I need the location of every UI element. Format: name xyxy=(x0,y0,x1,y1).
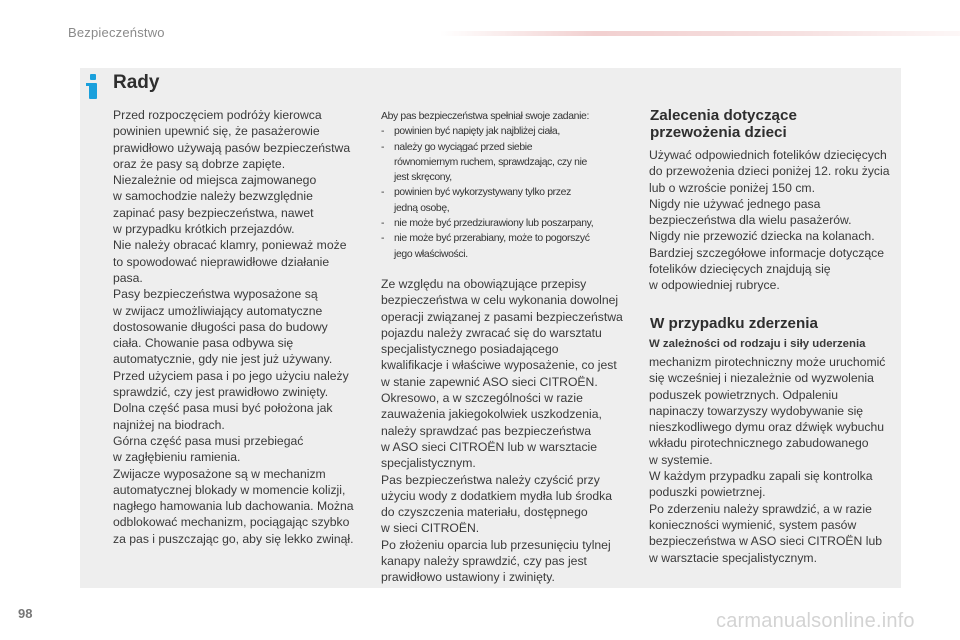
page-number: 98 xyxy=(18,606,33,621)
header-divider xyxy=(440,31,960,36)
column-2-text: Ze względu na obowiązujące przepisy bezpieczeństwa w celu wykonania dowolnej operacji związanej z pasami bezpieczeństwa pojazdu należy zwracać się do warsztatu specjalistycznego posiadającego kwalifikacje i właściwe wyposażenie, co jest w stanie zapewnić ASO sieci CITROËN. Okresowo, a w szczególności w razie zauważenia jakiegokolwiek uszkodzenia, należy sprawdzać pas bezpieczeństwa w ASO sieci CITROËN lub w warsztacie specjalistycznym. Pas bezpieczeństwa należy czyścić przy użyciu wody z dodatkiem mydła lub środka do czyszczenia materiału, dostępnego w sieci CITROËN. Po złożeniu oparcia lub przesunięciu tylnej kanapy należy sprawdzić, czy pas jest prawidłowo ustawiony i zwinięty. xyxy=(381,277,623,585)
collision-heading: W przypadku zderzenia xyxy=(650,315,818,332)
collision-text: mechanizm pirotechniczny może uruchomić się wcześniej i niezależnie od wyzwolenia poduszek powietrznych. Odpaleniu napinaczy towarzyszy wydobywanie się nieszkodliwego dymu oraz dźwięk wybuchu wkładu pirotechnicznego zabudowanego w systemie. W każdym przypadku zapali się kontrolka poduszki powietrznej. Po zderzeniu należy sprawdzić, a w razie konieczności wymienić, system pasów bezpieczeństwa w ASO sieci CITROËN lub w warsztacie specjalistycznym. xyxy=(649,355,886,565)
list-item: - powinien być napięty jak najbliżej ciała, xyxy=(381,126,560,138)
list-intro: Aby pas bezpieczeństwa spełniał swoje zadanie: xyxy=(381,111,590,122)
child-transport-text: Używać odpowiednich fotelików dziecięcych do przewożenia dzieci poniżej 12. roku życia lub o wzroście poniżej 150 cm. Nigdy nie używać jednego pasa bezpieczeństwa dla wielu pasażerów. Nigdy nie przewozić dziecka na kolanach. Bardziej szczegółowe informacje dotyczące fotelików dziecięcych znajdują się w odpowiedniej rubryce. xyxy=(649,148,890,293)
list-item: - nie może być przerabiany, może to pogorszyć jego właściwości. xyxy=(381,233,590,260)
collision-lead: W zależności od rodzaju i siły uderzenia xyxy=(649,338,866,350)
child-transport-heading: Zalecenia dotyczące przewożenia dzieci xyxy=(650,107,797,141)
requirements-list xyxy=(381,109,631,262)
section-title: Bezpieczeństwo xyxy=(68,25,165,40)
column-1-text: Przed rozpoczęciem podróży kierowca powinien upewnić się, że pasażerowie prawidłowo używają pasów bezpieczeństwa oraz że pasy są dobrze zapięte. Niezależnie od miejsca zajmowanego w samochodzie należy bezwzględnie zapinać pasy bezpieczeństwa, nawet w przypadku krótkich przejazdów. Nie należy obracać klamry, ponieważ może to spowodować nieprawidłowe działanie pasa. Pasy bezpieczeństwa wyposażone są w zwijacz umożliwiający automatyczne dostosowanie długości pasa do budowy ciała. Chowanie pasa odbywa się automatycznie, gdy nie jest już używany. Przed użyciem pasa i po jego użyciu należy sprawdzić, czy jest prawidłowo zwinięty. Dolna część pasa musi być położona jak najniżej na biodrach. Górna część pasa musi przebiegać w zagłębieniu ramienia. Zwijacze wyposażone są w mechanizm automatycznej blokady w momencie kolizji, nagłego hamowania lub dachowania. Można odblokować mechanizm, pociągając szybko za pas i puszczając go, aby się lekko zwinął. xyxy=(113,108,354,546)
panel-title: Rady xyxy=(113,72,160,93)
list-item: - należy go wyciągać przed siebie równomiernym ruchem, sprawdzając, czy nie jest skręcony, xyxy=(381,141,587,184)
list-item: - nie może być przedziurawiony lub poszarpany, xyxy=(381,218,594,230)
info-icon xyxy=(86,74,100,100)
watermark: carmanualsonline.info xyxy=(716,610,915,632)
list-item: - powinien być wykorzystywany tylko przez jedną osobę, xyxy=(381,187,571,214)
